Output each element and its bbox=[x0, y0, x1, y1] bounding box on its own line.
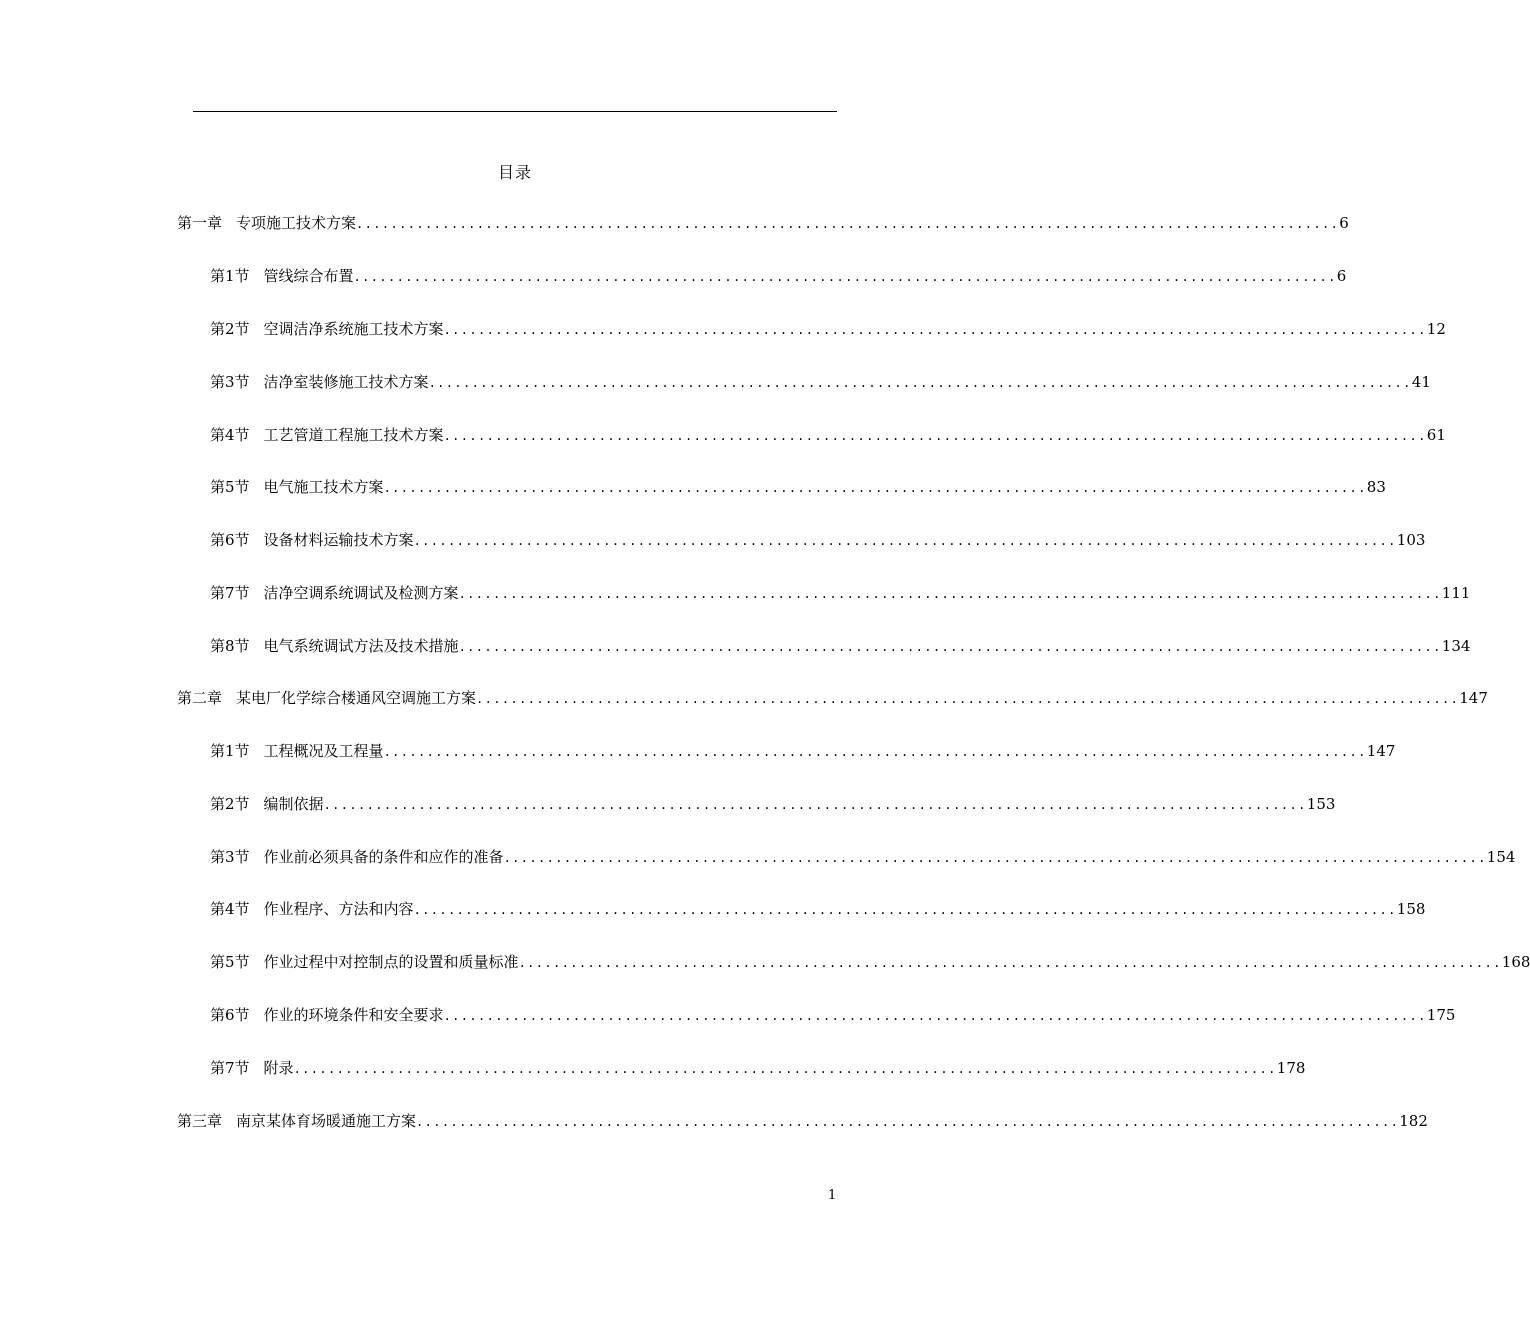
toc-entry-section[interactable] bbox=[210, 266, 1347, 286]
entry-number: 第5节 bbox=[210, 953, 250, 971]
entry-number: 第4节 bbox=[210, 900, 250, 918]
dot-leader: .................................................................................................................. bbox=[383, 481, 1367, 495]
toc-entry-section[interactable] bbox=[210, 530, 1426, 550]
entry-title: 南京某体育场暖通施工方案 bbox=[236, 1112, 417, 1130]
entry-number: 第二章 bbox=[177, 689, 223, 707]
toc-entry-chapter[interactable] bbox=[177, 1111, 1428, 1131]
entry-number: 第2节 bbox=[210, 320, 250, 338]
entry-label bbox=[210, 899, 414, 919]
entry-page-number: 182 bbox=[1399, 1112, 1428, 1130]
entry-number: 第三章 bbox=[177, 1112, 223, 1130]
dot-leader: .................................................................................................................. bbox=[476, 692, 1460, 706]
entry-number: 第3节 bbox=[210, 373, 250, 391]
toc-entry-section[interactable] bbox=[210, 1005, 1456, 1025]
entry-number: 第6节 bbox=[210, 531, 250, 549]
toc-entry-section[interactable] bbox=[210, 583, 1471, 603]
entry-page-number: 153 bbox=[1306, 795, 1336, 813]
toc-entry-section[interactable] bbox=[210, 636, 1471, 656]
toc-entry-chapter[interactable] bbox=[177, 213, 1349, 233]
dot-leader: .................................................................................................................. bbox=[443, 323, 1427, 337]
toc-entry-section[interactable] bbox=[210, 372, 1431, 392]
header-rule bbox=[193, 111, 837, 112]
entry-title: 洁净室装修施工技术方案 bbox=[263, 373, 429, 391]
entry-number: 第7节 bbox=[210, 1059, 250, 1077]
dot-leader: .................................................................................................................. bbox=[383, 745, 1367, 759]
entry-title: 专项施工技术方案 bbox=[236, 214, 357, 232]
entry-title: 设备材料运输技术方案 bbox=[263, 531, 414, 549]
entry-number: 第8节 bbox=[210, 637, 250, 655]
entry-label bbox=[210, 636, 459, 656]
toc-entry-section[interactable] bbox=[210, 477, 1386, 497]
entry-page-number: 158 bbox=[1396, 900, 1426, 918]
entry-title: 洁净空调系统调试及检测方案 bbox=[263, 584, 459, 602]
toc-entry-section[interactable] bbox=[210, 425, 1446, 445]
toc-entry-section[interactable] bbox=[210, 1058, 1306, 1078]
entry-label bbox=[210, 1005, 444, 1025]
toc-entry-section[interactable] bbox=[210, 899, 1426, 919]
entry-page-number: 154 bbox=[1486, 848, 1516, 866]
dot-leader: .................................................................................................................. bbox=[458, 640, 1442, 654]
entry-page-number: 61 bbox=[1426, 426, 1446, 444]
toc-entry-section[interactable] bbox=[210, 741, 1396, 761]
entry-page-number: 178 bbox=[1276, 1059, 1306, 1077]
entry-number: 第一章 bbox=[177, 214, 223, 232]
dot-leader: .................................................................................................................. bbox=[293, 1062, 1277, 1076]
toc-entry-section[interactable] bbox=[210, 794, 1336, 814]
entry-number: 第7节 bbox=[210, 584, 250, 602]
entry-label bbox=[210, 266, 354, 286]
toc-entry-section[interactable] bbox=[210, 847, 1516, 867]
entry-page-number: 147 bbox=[1366, 742, 1396, 760]
entry-page-number: 6 bbox=[1339, 214, 1349, 232]
toc-entry-section[interactable] bbox=[210, 952, 1530, 972]
entry-number: 第3节 bbox=[210, 848, 250, 866]
dot-leader: .................................................................................................................. bbox=[323, 798, 1307, 812]
entry-page-number: 41 bbox=[1411, 373, 1431, 391]
entry-label bbox=[177, 213, 356, 233]
entry-page-number: 6 bbox=[1336, 267, 1347, 285]
entry-label bbox=[210, 583, 459, 603]
entry-title: 编制依据 bbox=[263, 795, 324, 813]
entry-label bbox=[210, 319, 444, 339]
entry-page-number: 134 bbox=[1441, 637, 1471, 655]
entry-label bbox=[210, 952, 519, 972]
entry-page-number: 147 bbox=[1459, 689, 1488, 707]
entry-page-number: 168 bbox=[1501, 953, 1530, 971]
dot-leader: .................................................................................................................. bbox=[413, 534, 1397, 548]
entry-number: 第2节 bbox=[210, 795, 250, 813]
entry-title: 电气施工技术方案 bbox=[263, 478, 384, 496]
dot-leader: .................................................................................................................. bbox=[356, 217, 1340, 231]
entry-label bbox=[210, 847, 504, 867]
toc-entry-chapter[interactable] bbox=[177, 688, 1488, 708]
dot-leader: .................................................................................................................. bbox=[416, 1115, 1400, 1129]
entry-page-number: 12 bbox=[1426, 320, 1446, 338]
entry-number: 第1节 bbox=[210, 267, 250, 285]
entry-title: 电气系统调试方法及技术措施 bbox=[263, 637, 459, 655]
entry-title: 附录 bbox=[263, 1059, 294, 1077]
entry-label bbox=[210, 794, 324, 814]
entry-label bbox=[177, 1111, 416, 1131]
entry-title: 管线综合布置 bbox=[263, 267, 354, 285]
entry-title: 工程概况及工程量 bbox=[263, 742, 384, 760]
entry-title: 作业的环境条件和安全要求 bbox=[263, 1006, 444, 1024]
entry-title: 工艺管道工程施工技术方案 bbox=[263, 426, 444, 444]
dot-leader: .................................................................................................................. bbox=[443, 1009, 1427, 1023]
entry-number: 第1节 bbox=[210, 742, 250, 760]
dot-leader: .................................................................................................................. bbox=[413, 903, 1397, 917]
dot-leader: .................................................................................................................. bbox=[443, 429, 1427, 443]
toc-entry-section[interactable] bbox=[210, 319, 1446, 339]
entry-label bbox=[210, 425, 444, 445]
dot-leader: .................................................................................................................. bbox=[503, 851, 1487, 865]
entry-page-number: 103 bbox=[1396, 531, 1426, 549]
entry-title: 某电厂化学综合楼通风空调施工方案 bbox=[236, 689, 477, 707]
entry-label bbox=[210, 530, 414, 550]
entry-label bbox=[177, 688, 476, 708]
entry-title: 空调洁净系统施工技术方案 bbox=[263, 320, 444, 338]
entry-label bbox=[210, 741, 384, 761]
dot-leader: .................................................................................................................. bbox=[458, 587, 1442, 601]
entry-number: 第4节 bbox=[210, 426, 250, 444]
entry-number: 第6节 bbox=[210, 1006, 250, 1024]
dot-leader: .................................................................................................................. bbox=[428, 376, 1412, 390]
entry-page-number: 83 bbox=[1366, 478, 1386, 496]
entry-page-number: 111 bbox=[1441, 584, 1471, 602]
page-number: 1 bbox=[828, 1188, 837, 1203]
entry-label bbox=[210, 477, 384, 497]
entry-title: 作业前必须具备的条件和应作的准备 bbox=[263, 848, 504, 866]
entry-label bbox=[210, 372, 429, 392]
entry-title: 作业程序、方法和内容 bbox=[263, 900, 414, 918]
entry-number: 第5节 bbox=[210, 478, 250, 496]
dot-leader: .................................................................................................................. bbox=[353, 270, 1337, 284]
entry-page-number: 175 bbox=[1426, 1006, 1456, 1024]
entry-title: 作业过程中对控制点的设置和质量标准 bbox=[263, 953, 519, 971]
toc-title: 目录 bbox=[497, 163, 532, 182]
entry-label bbox=[210, 1058, 294, 1078]
dot-leader: .................................................................................................................. bbox=[518, 956, 1502, 970]
